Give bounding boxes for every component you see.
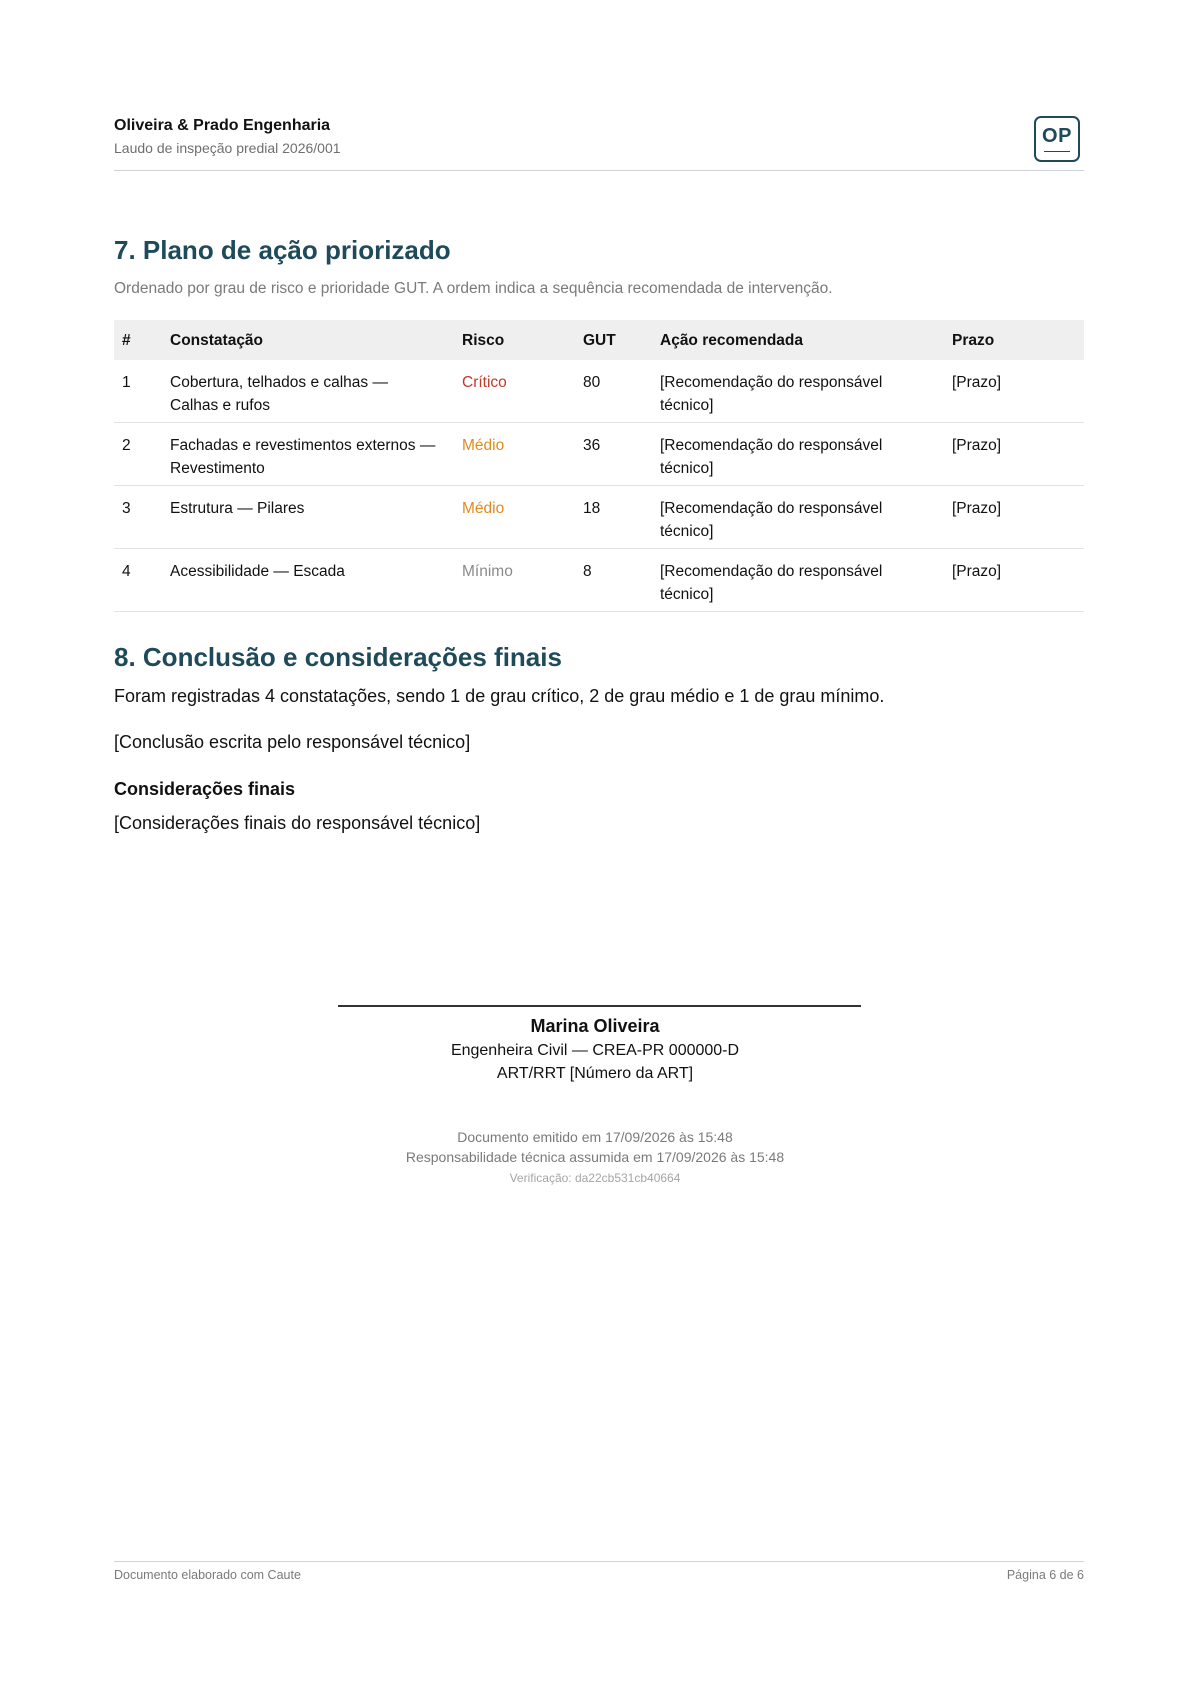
table-header xyxy=(114,320,1084,360)
row-risk-badge: Médio xyxy=(462,437,505,454)
signer-name: Marina Oliveira xyxy=(530,1016,660,1036)
logo-text: OP xyxy=(1042,125,1072,147)
table-row xyxy=(114,360,1084,423)
responsibility-date: Responsabilidade técnica assumida em 17/09/2026 às 15:48 xyxy=(405,1149,785,1165)
company-name: Oliveira & Prado Engenharia xyxy=(114,117,331,134)
section-7-subtitle: Ordenado por grau de risco e prioridade GUT. A ordem indica a sequência recomendada de intervenção. xyxy=(114,280,833,297)
footer-credit: Documento elaborado com Caute xyxy=(114,1568,301,1582)
final-considerations-heading: Considerações finais xyxy=(114,779,296,799)
row-risk-badge: Médio xyxy=(462,500,505,517)
signature-line xyxy=(338,1005,861,1007)
row-constatacao: Cobertura, telhados e calhas — Calhas e rufos xyxy=(170,374,388,414)
row-risk-badge: Mínimo xyxy=(462,563,513,580)
col-header-acao: Ação recomendada xyxy=(660,332,803,349)
row-acao: [Recomendação do responsável técnico] xyxy=(660,374,883,414)
row-constatacao: Estrutura — Pilares xyxy=(170,500,305,517)
table-row xyxy=(114,486,1084,549)
company-logo xyxy=(1034,116,1080,162)
signer-art: ART/RRT [Número da ART] xyxy=(496,1065,694,1082)
col-header-risco: Risco xyxy=(462,332,505,349)
row-prazo: [Prazo] xyxy=(952,374,1002,391)
row-num: 1 xyxy=(122,374,131,391)
col-header-constatacao: Constatação xyxy=(170,332,264,349)
row-constatacao: Fachadas e revestimentos externos — Revestimento xyxy=(170,437,436,477)
logo-underline xyxy=(1044,151,1070,153)
row-risk-badge: Crítico xyxy=(462,374,507,391)
row-acao: [Recomendação do responsável técnico] xyxy=(660,500,883,540)
table-row xyxy=(114,423,1084,486)
document-id: Laudo de inspeção predial 2026/001 xyxy=(114,140,341,156)
conclusion-text: [Conclusão escrita pelo responsável técnico] xyxy=(114,732,471,752)
row-acao: [Recomendação do responsável técnico] xyxy=(660,563,883,603)
page-footer xyxy=(114,1561,1084,1582)
signer-role: Engenheira Civil — CREA-PR 000000-D xyxy=(450,1042,740,1059)
section-8-title: 8. Conclusão e considerações finais xyxy=(114,642,562,672)
row-num: 4 xyxy=(122,563,131,580)
col-header-gut: GUT xyxy=(583,332,616,349)
final-considerations-text: [Considerações finais do responsável técnico] xyxy=(114,813,481,833)
row-num: 2 xyxy=(122,437,131,454)
col-header-prazo: Prazo xyxy=(952,332,995,349)
col-header-num: # xyxy=(122,332,131,349)
verification-code: Verificação: da22cb531cb40664 xyxy=(509,1171,681,1185)
row-gut: 8 xyxy=(583,563,592,580)
row-prazo: [Prazo] xyxy=(952,563,1002,580)
row-gut: 80 xyxy=(583,374,601,391)
table-row xyxy=(114,549,1084,612)
row-gut: 36 xyxy=(583,437,601,454)
page-header xyxy=(114,114,1084,171)
findings-summary: Foram registradas 4 constatações, sendo 1 de grau crítico, 2 de grau médio e 1 de grau mínimo. xyxy=(114,686,885,706)
action-plan-table xyxy=(114,320,1084,612)
page-number: Página 6 de 6 xyxy=(1006,1568,1084,1582)
emission-date: Documento emitido em 17/09/2026 às 15:48 xyxy=(457,1129,733,1145)
row-constatacao: Acessibilidade — Escada xyxy=(170,563,345,580)
row-num: 3 xyxy=(122,500,131,517)
row-acao: [Recomendação do responsável técnico] xyxy=(660,437,883,477)
row-gut: 18 xyxy=(583,500,601,517)
row-prazo: [Prazo] xyxy=(952,500,1002,517)
row-prazo: [Prazo] xyxy=(952,437,1002,454)
section-7-title: 7. Plano de ação priorizado xyxy=(114,235,451,265)
